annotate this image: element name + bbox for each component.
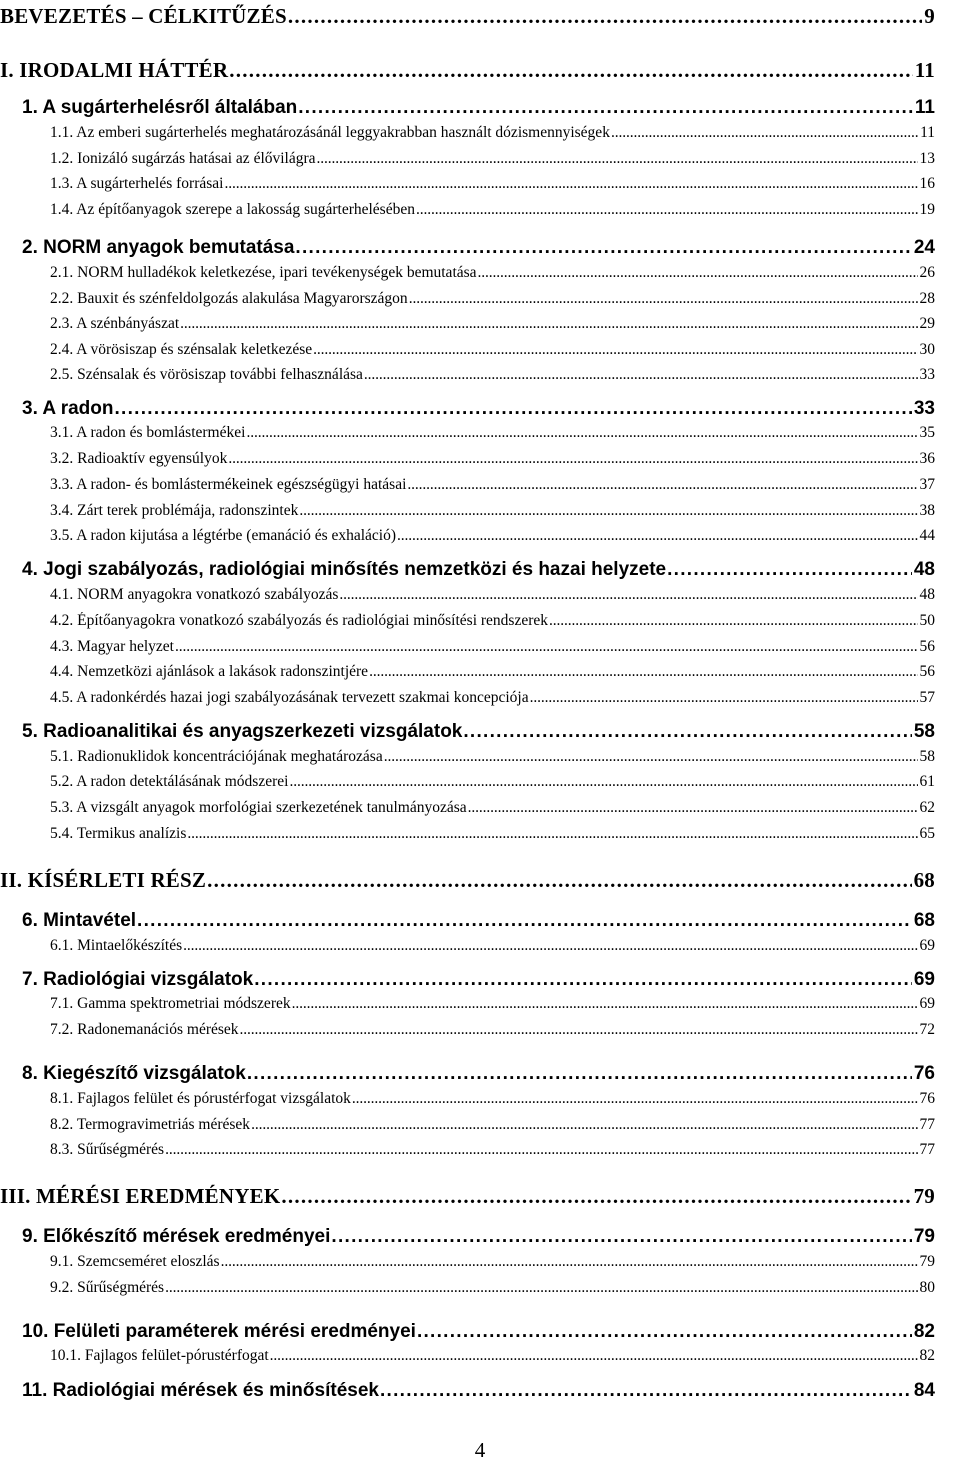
toc-entry-part[interactable] [0,58,935,83]
dot-leader [317,150,918,168]
toc-entry-title: 4.5. A radonkérdés hazai jogi szabályozásának tervezett szakmai koncepciója [50,689,529,706]
toc-entry-sec[interactable] [50,1090,935,1108]
dot-leader [298,97,913,119]
dot-leader [288,4,922,29]
toc-entry-sec[interactable] [50,476,935,494]
toc-entry-title: 10.1. Fajlagos felület-pórustérfogat [50,1347,269,1364]
dot-leader [270,1347,918,1365]
toc-entry-sec[interactable] [50,612,935,630]
toc-entry-chap[interactable] [22,721,935,743]
dot-leader [165,1279,917,1297]
toc-entry-sec[interactable] [50,264,935,282]
toc-entry-page: 28 [919,290,935,307]
toc-entry-sec[interactable] [50,1116,935,1134]
toc-entry-sec[interactable] [50,1141,935,1159]
toc-entry-page: 11 [914,58,935,82]
toc-entry-title: 3.2. Radioaktív egyensúlyok [50,450,228,467]
toc-entry-title: 3.5. A radon kijutása a légtérbe (emanáció és exhaláció) [50,527,397,544]
toc-entry-title: 4.2. Építőanyagokra vonatkozó szabályozás és radiológiai minősítési rendszerek [50,612,548,629]
toc-entry-page: 57 [919,689,935,706]
toc-entry-chap[interactable] [22,398,935,420]
toc-entry-page: 76 [913,1063,935,1084]
toc-entry-page: 65 [919,825,935,842]
toc-entry-page: 82 [913,1321,935,1342]
dot-leader [468,799,918,817]
dot-leader [228,450,917,468]
dot-leader [289,773,917,791]
toc-entry-page: 9 [924,4,935,28]
toc-entry-sec[interactable] [50,937,935,955]
toc-entry-sec[interactable] [50,201,935,219]
toc-entry-page: 79 [913,1184,935,1208]
toc-entry-page: 30 [919,341,935,358]
toc-entry-sec[interactable] [50,150,935,168]
dot-leader [246,424,917,442]
toc-entry-page: 24 [913,237,935,258]
toc-entry-title: 11. Radiológiai mérések és minősítések [22,1380,379,1401]
toc-entry-chap[interactable] [22,910,935,932]
toc-entry-page: 69 [913,969,935,990]
toc-entry-sec[interactable] [50,586,935,604]
toc-entry-page: 11 [914,97,935,118]
toc-entry-sec[interactable] [50,175,935,193]
toc-entry-title: 7. Radiológiai vizsgálatok [22,969,254,990]
dot-leader [175,638,918,656]
toc-entry-title: BEVEZETÉS – CÉLKITŰZÉS [0,4,287,28]
toc-entry-sec[interactable] [50,799,935,817]
toc-entry-title: 8.2. Termogravimetriás mérések [50,1116,251,1133]
toc-entry-part[interactable] [0,1184,935,1209]
toc-entry-title: 2.5. Szénsalak és vörösiszap további felhasználása [50,366,363,383]
toc-entry-title: 8.3. Sűrűségmérés [50,1141,165,1158]
toc-entry-title: 2.2. Bauxit és szénfeldolgozás alakulása Magyarországon [50,290,408,307]
toc-entry-page: 29 [919,315,935,332]
dot-leader [407,476,917,494]
dot-leader [463,721,911,743]
toc-entry-page: 38 [919,502,935,519]
dot-leader [207,868,911,893]
toc-entry-title: 3.4. Zárt terek problémája, radonszintek [50,502,299,519]
dot-leader [667,559,912,581]
dot-leader [254,969,912,991]
toc-entry-page: 62 [919,799,935,816]
toc-entry-page: 16 [919,175,935,192]
toc-entry-title: 5.3. A vizsgált anyagok morfológiai szerkezetének tanulmányozása [50,799,467,816]
toc-entry-title: 5.2. A radon detektálásának módszerei [50,773,289,790]
toc-entry-sec[interactable] [50,1347,935,1365]
toc-entry-title: 5.1. Radionuklidok koncentrációjának meghatározása [50,748,383,765]
toc-entry-title: 2.4. A vörösiszap és szénsalak keletkezése [50,341,313,358]
dot-leader [247,1063,912,1085]
toc-entry-chap[interactable] [22,559,935,581]
toc-entry-page: 68 [913,910,935,931]
toc-entry-part[interactable] [0,868,935,893]
toc-entry-title: 4.4. Nemzetközi ajánlások a lakások radonszintjére [50,663,369,680]
toc-entry-sec[interactable] [50,995,935,1013]
toc-entry-sec[interactable] [50,424,935,442]
toc-entry-title: 9. Előkészítő mérések eredményei [22,1226,331,1247]
toc-entry-page: 56 [919,663,935,680]
toc-entry-sec[interactable] [50,124,935,142]
dot-leader [313,341,917,359]
dot-leader [364,366,918,384]
toc-entry-title: 7.2. Radonemanációs mérések [50,1021,239,1038]
toc-entry-title: 6.1. Mintaelőkészítés [50,937,183,954]
page-number: 4 [474,1438,486,1462]
toc-entry-chap[interactable] [22,237,935,259]
toc-entry-page: 44 [919,527,935,544]
toc-entry-title: 3. A radon [22,398,114,419]
toc-entry-page: 33 [913,398,935,419]
toc-entry-page: 13 [919,150,935,167]
toc-entry-sec[interactable] [50,527,935,545]
toc-entry-sec[interactable] [50,1279,935,1297]
toc-entry-sec[interactable] [50,502,935,520]
toc-entry-title: 1.2. Ionizáló sugárzás hatásai az élővilágra [50,150,316,167]
dot-leader [530,689,918,707]
toc-entry-sec[interactable] [50,341,935,359]
dot-leader [478,264,918,282]
toc-entry-title: 1.4. Az építőanyagok szerepe a lakosság sugárterhelésében [50,201,415,218]
toc-entry-sec[interactable] [50,825,935,843]
toc-entry-title: 4. Jogi szabályozás, radiológiai minősítés nemzetközi és hazai helyzete [22,559,667,580]
toc-entry-page: 68 [913,868,935,892]
toc-entry-part[interactable] [0,4,935,29]
toc-entry-sec[interactable] [50,689,935,707]
toc-entry-title: 2. NORM anyagok bemutatása [22,237,295,258]
dot-leader [369,663,917,681]
toc-entry-chap[interactable] [22,1226,935,1248]
toc-entry-chap[interactable] [22,97,935,119]
toc-entry-page: 50 [919,612,935,629]
toc-entry-chap[interactable] [22,1063,935,1085]
toc-entry-title: 4.1. NORM anyagokra vonatkozó szabályozás [50,586,339,603]
toc-entry-title: III. MÉRÉSI EREDMÉNYEK [0,1184,281,1208]
toc-entry-title: 4.3. Magyar helyzet [50,638,174,655]
toc-entry-chap[interactable] [22,1321,935,1343]
toc-entry-page: 48 [919,586,935,603]
toc-entry-page: 77 [919,1116,935,1133]
toc-entry-page: 35 [919,424,935,441]
toc-entry-sec[interactable] [50,290,935,308]
toc-entry-page: 72 [919,1021,935,1038]
toc-entry-sec[interactable] [50,315,935,333]
toc-entry-title: 9.2. Sűrűségmérés [50,1279,165,1296]
dot-leader [137,910,912,932]
toc-entry-title: 1. A sugárterhelésről általában [22,97,298,118]
toc-entry-page: 56 [919,638,935,655]
toc-entry-page: 58 [919,748,935,765]
toc-entry-page: 84 [913,1380,935,1401]
toc-entry-sec[interactable] [50,1253,935,1271]
toc-entry-page: 69 [919,937,935,954]
toc-entry-title: I. IRODALMI HÁTTÉR [0,58,229,82]
toc-entry-title: 7.1. Gamma spektrometriai módszerek [50,995,291,1012]
dot-leader [331,1226,911,1248]
dot-leader [295,237,911,259]
toc-entry-title: 6. Mintavétel [22,910,137,931]
dot-leader [339,586,917,604]
toc-entry-title: 2.1. NORM hulladékok keletkezése, ipari tevékenységek bemutatása [50,264,477,281]
toc-entry-page: 11 [920,124,935,141]
toc-entry-page: 82 [919,1347,935,1364]
dot-leader [251,1116,917,1134]
toc-entry-sec[interactable] [50,773,935,791]
toc-entry-page: 76 [919,1090,935,1107]
dot-leader [299,502,917,520]
dot-leader [380,1380,912,1402]
toc-entry-page: 61 [919,773,935,790]
toc-entry-title: 1.1. Az emberi sugárterhelés meghatározásánál leggyakrabban használt dózismennyiségek [50,124,610,141]
dot-leader [187,825,917,843]
dot-leader [224,175,917,193]
toc-entry-chap[interactable] [22,969,935,991]
toc-entry-sec[interactable] [50,1021,935,1039]
toc-entry-title: 5. Radioanalitikai és anyagszerkezeti vizsgálatok [22,721,463,742]
dot-leader [165,1141,917,1159]
dot-leader [229,58,913,83]
toc-entry-title: 9.1. Szemcseméret eloszlás [50,1253,220,1270]
dot-leader [115,398,912,420]
toc-entry-chap[interactable] [22,1380,935,1402]
dot-leader [409,290,918,308]
toc-entry-sec[interactable] [50,450,935,468]
toc-entry-sec[interactable] [50,748,935,766]
dot-leader [611,124,918,142]
toc-entry-title: 8.1. Fajlagos felület és pórustérfogat vizsgálatok [50,1090,351,1107]
dot-leader [397,527,917,545]
toc-entry-page: 48 [913,559,935,580]
toc-entry-title: 3.3. A radon- és bomlástermékeinek egészségügyi hatásai [50,476,407,493]
dot-leader [183,937,917,955]
toc-entry-title: 10. Felületi paraméterek mérési eredményei [22,1321,416,1342]
toc-entry-page: 33 [919,366,935,383]
toc-entry-page: 26 [919,264,935,281]
dot-leader [292,995,918,1013]
dot-leader [416,201,918,219]
toc-entry-page: 19 [919,201,935,218]
dot-leader [180,315,917,333]
toc-entry-page: 79 [919,1253,935,1270]
dot-leader [240,1021,918,1039]
toc-entry-title: II. KÍSÉRLETI RÉSZ [0,868,207,892]
toc-entry-title: 5.4. Termikus analízis [50,825,187,842]
toc-entry-title: 2.3. A szénbányászat [50,315,180,332]
toc-entry-page: 58 [913,721,935,742]
toc-entry-sec[interactable] [50,663,935,681]
toc-entry-page: 69 [919,995,935,1012]
toc-entry-page: 36 [919,450,935,467]
toc-entry-title: 3.1. A radon és bomlástermékei [50,424,246,441]
toc-entry-page: 80 [919,1279,935,1296]
toc-entry-page: 79 [913,1226,935,1247]
toc-entry-sec[interactable] [50,638,935,656]
dot-leader [281,1184,911,1209]
toc-entry-sec[interactable] [50,366,935,384]
toc-entry-title: 1.3. A sugárterhelés forrásai [50,175,224,192]
toc-entry-page: 37 [919,476,935,493]
dot-leader [352,1090,918,1108]
dot-leader [417,1321,912,1343]
dot-leader [384,748,918,766]
dot-leader [549,612,918,630]
toc-entry-title: 8. Kiegészítő vizsgálatok [22,1063,246,1084]
toc-entry-page: 77 [919,1141,935,1158]
dot-leader [221,1253,918,1271]
